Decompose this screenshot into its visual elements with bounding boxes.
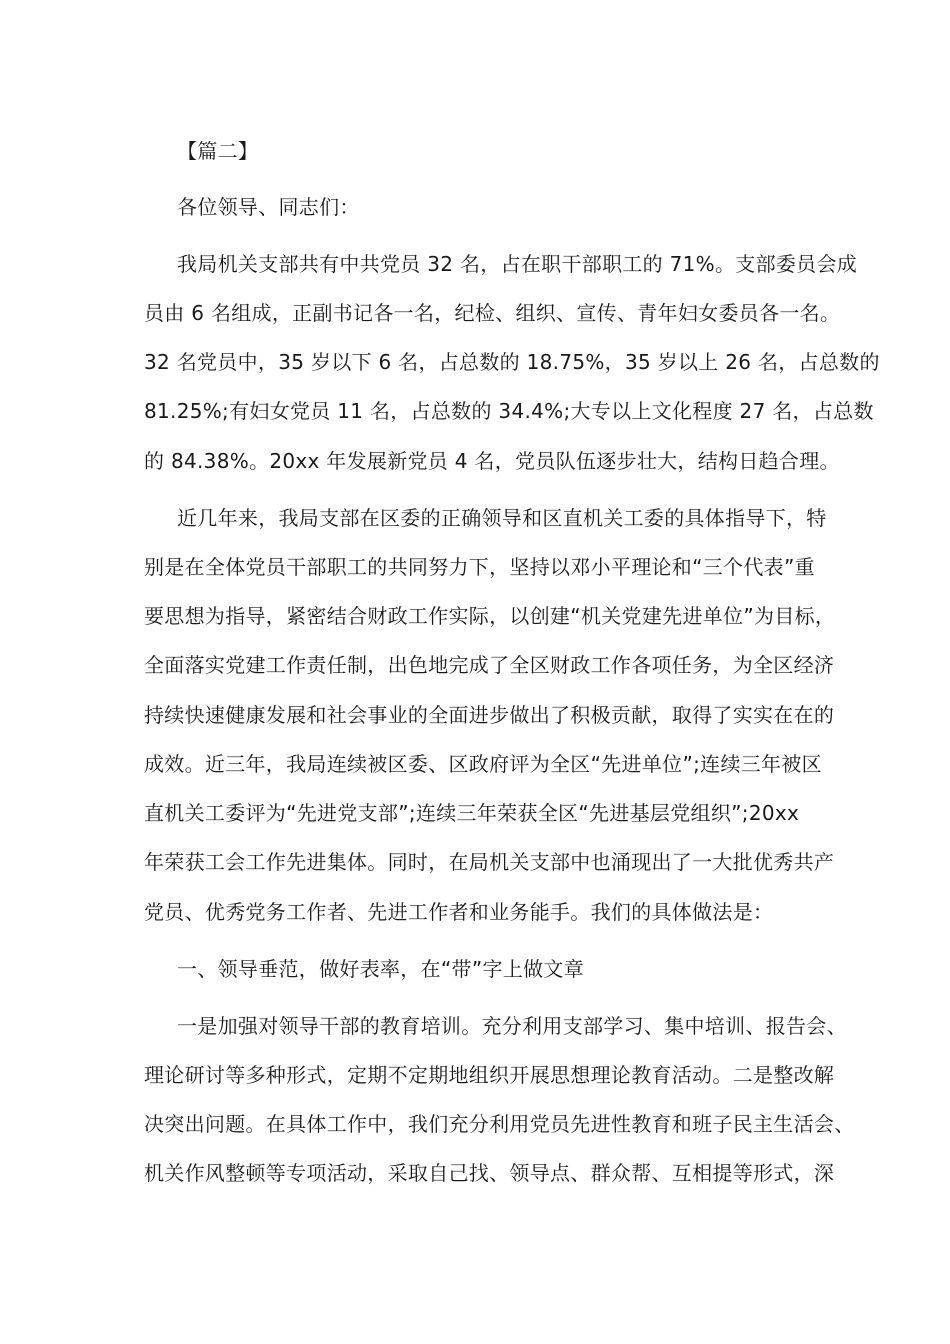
paragraph-line: 别是在全体党员干部职工的共同努力下，坚持以邓小平理论和“三个代表”重 <box>144 555 815 579</box>
paragraph-line: 员由 6 名组成，正副书记各一名，纪检、组织、宣传、青年妇女委员各一名。 <box>144 301 841 325</box>
paragraph-line: 我局机关支部共有中共党员 32 名，占在职干部职工的 71%。支部委员会成 <box>177 252 858 276</box>
paragraph-line: 32 名党员中，35 岁以下 6 名，占总数的 18.75%，35 岁以上 26 名，占总数的 <box>144 350 880 374</box>
paragraph-line: 机关作风整顿等专项活动，采取自己找、领导点、群众帮、互相提等形式，深 <box>144 1161 835 1185</box>
paragraph-line: 近几年来，我局支部在区委的正确领导和区直机关工委的具体指导下，特 <box>177 506 827 530</box>
paragraph-line: 81.25%;有妇女党员 11 名，占总数的 34.4%;大专以上文化程度 27 名，占总数 <box>144 399 874 423</box>
paragraph-line: 党员、优秀党务工作者、先进工作者和业务能手。我们的具体做法是： <box>144 900 774 924</box>
paragraph-line: 决突出问题。在具体工作中，我们充分利用党员先进性教育和班子民主生活会、 <box>144 1112 855 1136</box>
section-heading: 【篇二】 <box>177 139 259 163</box>
paragraph-line: 成效。近三年，我局连续被区委、区政府评为全区“先进单位”;连续三年被区 <box>144 752 822 776</box>
paragraph-line: 的 84.38%。20xx 年发展新党员 4 名，党员队伍逐步壮大，结构日趋合理。 <box>144 449 840 473</box>
salutation: 各位领导、同志们： <box>177 195 360 219</box>
paragraph-line: 年荣获工会工作先进集体。同时，在局机关支部中也涌现出了一大批优秀共产 <box>144 850 835 874</box>
paragraph-line: 要思想为指导，紧密结合财政工作实际，以创建“机关党建先进单位”为目标， <box>144 604 836 628</box>
paragraph-line: 理论研讨等多种形式，定期不定期地组织开展思想理论教育活动。二是整改解 <box>144 1063 835 1087</box>
paragraph-line: 全面落实党建工作责任制，出色地完成了全区财政工作各项任务，为全区经济 <box>144 653 835 677</box>
paragraph-line: 持续快速健康发展和社会事业的全面进步做出了积极贡献，取得了实实在在的 <box>144 703 835 727</box>
paragraph-line: 直机关工委评为“先进党支部”;连续三年荣获全区“先进基层党组织”;20xx <box>144 801 800 825</box>
paragraph-line: 一是加强对领导干部的教育培训。充分利用支部学习、集中培训、报告会、 <box>177 1014 847 1038</box>
section-subheading: 一、领导垂范，做好表率，在“带”字上做文章 <box>177 957 585 981</box>
